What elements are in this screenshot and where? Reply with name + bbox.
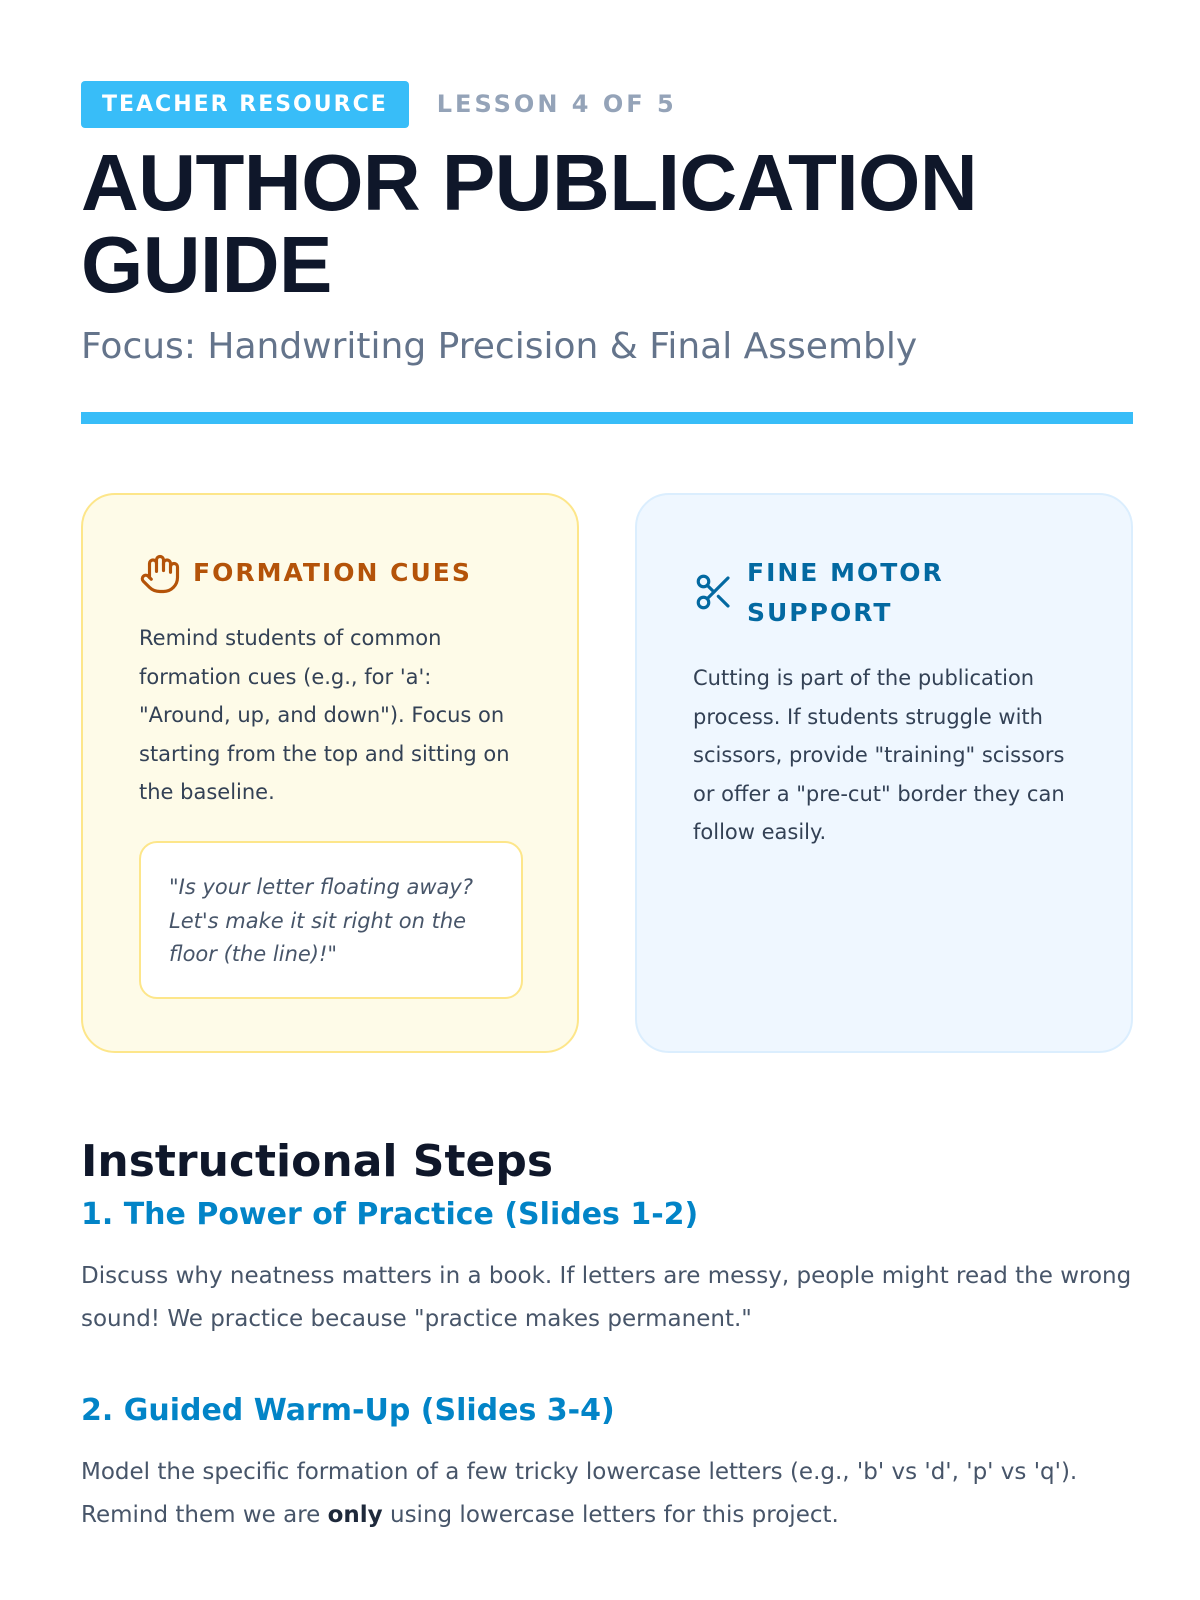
step-2-text	[81, 1451, 1133, 1537]
document-page	[81, 80, 1133, 1528]
step-2-title: 2. Guided Warm-Up (Slides 3-4)	[81, 1393, 615, 1428]
step-2	[81, 1391, 1133, 1537]
step-1	[81, 1195, 1133, 1341]
tip-cards	[81, 493, 1133, 1053]
formation-cues-card	[81, 493, 579, 1053]
formation-cues-text: Remind students of common formation cues (e.g., for 'a': "Around, up, and down"). Focus on starting from the top and sitting on the baseline.	[139, 626, 510, 804]
instructional-steps-heading: Instructional Steps	[81, 1135, 554, 1187]
step-1-title: 1. The Power of Practice (Slides 1-2)	[81, 1197, 699, 1232]
fine-motor-support-heading: FINE MOTOR SUPPORT	[747, 558, 944, 627]
step-2-text-part-1: Model the specific formation of a few tricky lowercase letters (e.g., 'b' vs 'd', 'p' vs 'q'). Remind them we are	[81, 1459, 1078, 1528]
fine-motor-support-card	[635, 493, 1133, 1053]
teacher-resource-badge: TEACHER RESOURCE	[81, 81, 409, 128]
meta-row	[81, 80, 1133, 128]
fine-motor-support-header	[693, 553, 977, 633]
scissors-icon	[693, 571, 735, 613]
page-subtitle: Focus: Handwriting Precision & Final Assembly	[81, 326, 918, 367]
formation-cues-heading: FORMATION CUES	[193, 558, 472, 587]
title-line-1: AUTHOR PUBLICATION	[81, 138, 978, 227]
title-line-2: GUIDE	[81, 220, 332, 309]
formation-cues-quote: "Is your letter floating away? Let's make it sit right on the floor (the line)!"	[139, 841, 523, 999]
fine-motor-support-text: Cutting is part of the publication process. If students struggle with scissors, provide "training" scissors or offer a "pre-cut" border they can follow easily.	[693, 666, 1065, 844]
accent-divider	[81, 412, 1133, 424]
step-2-emphasis: only	[327, 1502, 383, 1528]
step-2-text-part-2: using lowercase letters for this project.	[382, 1502, 839, 1528]
formation-cues-header	[139, 553, 493, 595]
page-title	[81, 138, 1133, 309]
lesson-indicator: LESSON 4 OF 5	[436, 90, 677, 118]
hand-icon	[139, 553, 181, 595]
step-1-text: Discuss why neatness matters in a book. If letters are messy, people might read the wrong sound! We practice because "practice makes permanent."	[81, 1263, 1132, 1332]
